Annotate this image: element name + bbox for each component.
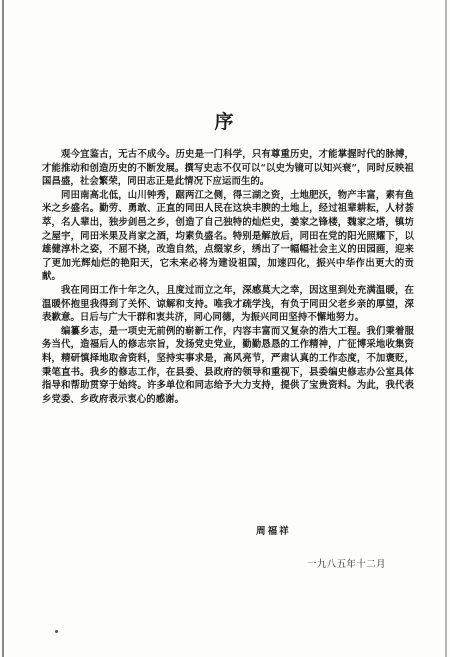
paragraph: 观今宜鉴古，无古不成今。历史是一门科学，只有尊重历史，才能掌握时代的脉搏，才能推动和创造历史的不断发展。撰写史志不仅可以“以史为镜可以知兴衰”，同时反映祖国昌盛，社会繁荣，同田志正是此情况下应运而生的。 (42, 149, 414, 188)
preface-body (42, 148, 414, 406)
scan-speck (55, 630, 58, 633)
paragraph: 同田南高北低，山川钟秀，踞两江之侧，得三湖之资，土地肥沃，物产丰富，素有鱼米之乡盛名。勤劳、勇敢、正直的同田人民在这块丰腴的土地上，经过祖辈耕耘，人材荟萃，名人辈出，独步剑邑之乡，创造了自己独特的灿烂史，姜家之锋楼，魏家之塔，镇坊之屋宇，同田米果及肖家之酒，均素负盛名。特别是解放后，同田在党的阳光照耀下，以雄健淳朴之姿，不屈不挠，改造自然，点缀家乡，绣出了一幅幅社会主义的田园画，迎来了更加光辉灿烂的艳阳天，它未来必将为建设祖国，加速四化，振兴中华作出更大的贡献。 (42, 189, 414, 283)
scan-edge-right (445, 0, 447, 657)
paragraph: 编纂乡志，是一项史无前例的崭新工作，内容丰富而又复杂的浩大工程。我们秉着服务当代，造福后人的修志宗旨，发扬党史党业，勤勤恳恳的工作精神，广征博采地收集资料，精研慎择地取舍资料，坚持实事求是，高风亮节，严肃认真的工作态度，不加褒贬，秉笔直书。我乡的修志工作，在县委、县政府的领导和重视下，县委编史修志办公室具体指导和帮助贯穿于始终。许多单位和同志给予大力支持，提供了宝贵资料。为此，我代表乡党委、乡政府表示衷心的感谢。 (42, 325, 414, 405)
page-title: 序 (214, 111, 236, 133)
author-signature: 周福祥 (256, 526, 291, 537)
paragraph: 我在同田工作十年之久，且度过而立之年，深感莫大之幸，因这里到处充满温暖，在温暖怀抱里我得到了关怀、谅解和支持。唯我才疏学浅，有负于同田父老乡亲的厚望，深表歉意。日后与广大干群和衷共济，同心同德，为振兴同田坚持不懈地努力。 (42, 284, 414, 324)
scan-edge-left (2, 0, 4, 657)
date-line: 一九八五年十二月 (307, 559, 387, 570)
